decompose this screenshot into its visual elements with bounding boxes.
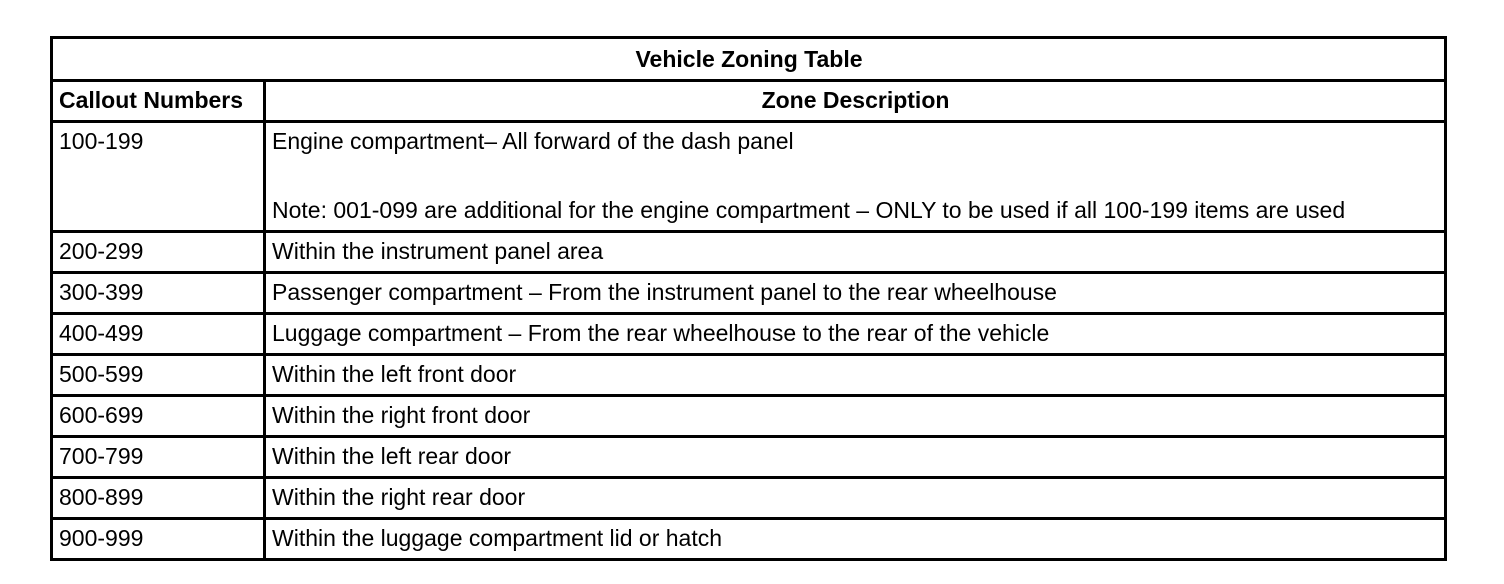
header-zone-description: Zone Description xyxy=(265,81,1446,122)
callout-cell: 600-699 xyxy=(52,396,265,437)
description-cell: Within the instrument panel area xyxy=(265,232,1446,273)
table-row xyxy=(52,122,1446,232)
callout-cell: 300-399 xyxy=(52,273,265,314)
table-row xyxy=(52,396,1446,437)
callout-cell: 900-999 xyxy=(52,519,265,560)
vehicle-zoning-table xyxy=(50,36,1447,561)
callout-cell: 100-199 xyxy=(52,122,265,232)
table-row xyxy=(52,519,1446,560)
table-header-row xyxy=(52,81,1446,122)
table-row xyxy=(52,437,1446,478)
callout-cell: 500-599 xyxy=(52,355,265,396)
description-cell xyxy=(265,122,1446,232)
table-row xyxy=(52,232,1446,273)
description-cell: Within the luggage compartment lid or hatch xyxy=(265,519,1446,560)
description-note: Note: 001-099 are additional for the engine compartment – ONLY to be used if all 100-199 items are used xyxy=(272,197,1346,223)
table-row xyxy=(52,478,1446,519)
table-row xyxy=(52,355,1446,396)
table-title: Vehicle Zoning Table xyxy=(52,38,1446,81)
note-spacer xyxy=(272,154,1439,197)
description-cell: Within the right rear door xyxy=(265,478,1446,519)
description-text: Engine compartment– All forward of the dash panel xyxy=(272,128,794,154)
header-callout-numbers: Callout Numbers xyxy=(52,81,265,122)
description-cell: Luggage compartment – From the rear wheelhouse to the rear of the vehicle xyxy=(265,314,1446,355)
description-cell: Passenger compartment – From the instrument panel to the rear wheelhouse xyxy=(265,273,1446,314)
table-row xyxy=(52,273,1446,314)
table-row xyxy=(52,314,1446,355)
callout-cell: 700-799 xyxy=(52,437,265,478)
description-cell: Within the left front door xyxy=(265,355,1446,396)
callout-cell: 400-499 xyxy=(52,314,265,355)
callout-cell: 200-299 xyxy=(52,232,265,273)
description-cell: Within the left rear door xyxy=(265,437,1446,478)
table-title-row xyxy=(52,38,1446,81)
callout-cell: 800-899 xyxy=(52,478,265,519)
description-cell: Within the right front door xyxy=(265,396,1446,437)
